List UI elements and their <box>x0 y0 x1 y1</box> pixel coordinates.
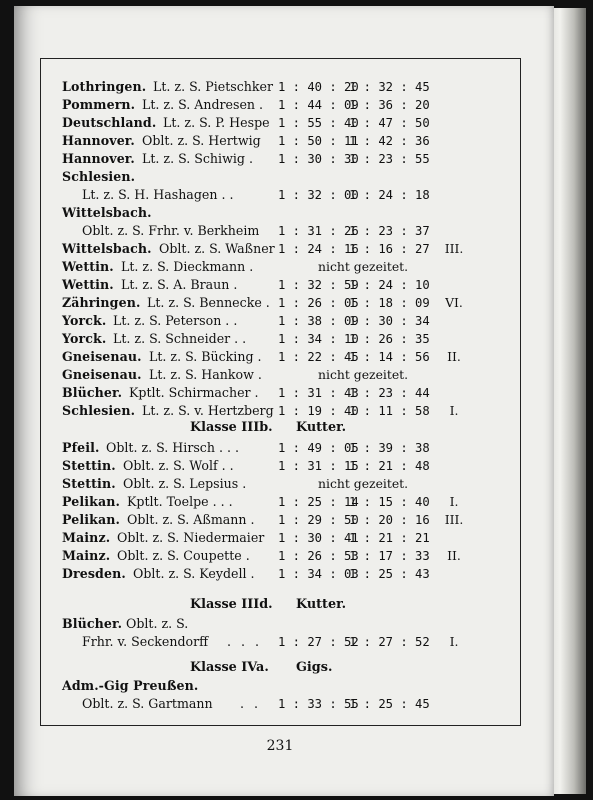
table-row <box>62 475 532 493</box>
time-corrected: 1 : 36 : 20 <box>349 98 430 112</box>
time-corrected: 1 : 26 : 35 <box>349 332 430 346</box>
officer-name: Oblt. z. S. Keydell . <box>133 566 255 581</box>
officer-name: Lt. z. S. A. Braun . <box>121 277 238 292</box>
table-row <box>62 493 532 511</box>
leader-dots: . . . <box>227 634 263 649</box>
officer-name: Oblt. z. S. Frhr. v. Berkheim <box>82 223 260 238</box>
table-row <box>62 547 532 565</box>
time-raw: 1 : 49 : 05 <box>278 441 359 455</box>
time-raw: 1 : 31 : 15 <box>278 459 359 473</box>
section-c-class: Klasse IIId. <box>190 597 273 612</box>
table-row <box>62 633 532 651</box>
table-row <box>62 695 532 713</box>
table-row <box>62 132 532 150</box>
officer-name: Lt. z. S. Schneider . . <box>113 331 247 346</box>
time-corrected: 1 : 42 : 36 <box>349 134 430 148</box>
officer-name: Kptlt. Schirmacher . <box>129 385 259 400</box>
time-raw: 1 : 26 : 05 <box>278 296 359 310</box>
section-d-boat-kind: Gigs. <box>296 660 333 675</box>
officer-name: Oblt. z. S. Niedermaier <box>117 530 265 545</box>
officer-name: Oblt. z. S. Coupette . <box>117 548 250 563</box>
ship-name: Zähringen. <box>62 295 141 310</box>
ship-name: Yorck. <box>62 331 107 346</box>
ship-name: Wittelsbach. <box>62 241 152 256</box>
section-b-boat-kind: Kutter. <box>296 420 347 435</box>
time-corrected: 1 : 17 : 33 <box>349 549 430 563</box>
table-row <box>62 150 532 168</box>
time-raw: 1 : 32 : 59 <box>278 278 359 292</box>
officer-name: Oblt. z. S. Gartmann <box>82 696 213 711</box>
table-row <box>62 168 532 186</box>
placing: III. <box>444 512 464 527</box>
time-corrected: 1 : 24 : 10 <box>349 278 430 292</box>
officer-name: Lt. z. S. P. Hespe <box>163 115 270 130</box>
officer-name: Kptlt. Toelpe . . . <box>127 494 233 509</box>
time-corrected: 1 : 39 : 38 <box>349 441 430 455</box>
placing: II. <box>447 349 461 364</box>
time-corrected: 1 : 11 : 58 <box>349 404 430 418</box>
time-corrected: 1 : 25 : 45 <box>349 697 430 711</box>
time-corrected: 1 : 23 : 37 <box>349 224 430 238</box>
time-raw: 1 : 27 : 52 <box>278 635 359 649</box>
table-row <box>62 511 532 529</box>
ship-name: Mainz. <box>62 548 111 563</box>
ship-name: Blücher. <box>62 385 123 400</box>
time-corrected: 1 : 15 : 40 <box>349 495 430 509</box>
officer-name: Oblt. z. S. Lepsius . <box>123 476 247 491</box>
section-b-heading <box>190 419 490 437</box>
time-corrected: 1 : 16 : 27 <box>349 242 430 256</box>
ship-name: Schlesien. <box>62 403 136 418</box>
ship-name: Schlesien. <box>62 169 136 184</box>
time-raw: 1 : 32 : 00 <box>278 188 359 202</box>
ship-name: Mainz. <box>62 530 111 545</box>
ship-name: Wettin. <box>62 259 114 274</box>
section-c-heading <box>190 596 490 614</box>
ship-name: Adm.-Gig Preußen. <box>62 678 199 693</box>
table-row <box>62 529 532 547</box>
ship-name: Gneisenau. <box>62 367 142 382</box>
officer-name: Lt. z. S. Bennecke . <box>147 295 270 310</box>
section-d-heading <box>190 659 490 677</box>
ship-name: Blücher. <box>62 616 123 631</box>
time-raw: 1 : 22 : 45 <box>278 350 359 364</box>
officer-name: Oblt. z. S. Hirsch . . . <box>106 440 239 455</box>
table-row <box>62 439 532 457</box>
time-corrected: 1 : 23 : 44 <box>349 386 430 400</box>
officer-name: Oblt. z. S. Aßmann . <box>127 512 255 527</box>
time-raw: 1 : 33 : 55 <box>278 697 359 711</box>
leader-dots: . . <box>240 696 262 711</box>
ship-name: Pommern. <box>62 97 136 112</box>
time-raw: 1 : 44 : 09 <box>278 98 359 112</box>
officer-name: Oblt. z. S. Wolf . . <box>123 458 234 473</box>
time-corrected: 1 : 20 : 16 <box>349 513 430 527</box>
timing-note: nicht gezeitet. <box>318 476 409 491</box>
table-row <box>62 186 532 204</box>
table-row <box>62 366 532 384</box>
time-raw: 1 : 50 : 11 <box>278 134 359 148</box>
time-corrected: 1 : 27 : 52 <box>349 635 430 649</box>
time-raw: 1 : 31 : 26 <box>278 224 359 238</box>
time-corrected: 1 : 18 : 09 <box>349 296 430 310</box>
time-raw: 1 : 55 : 40 <box>278 116 359 130</box>
officer-name: Oblt. z. S. <box>126 616 189 631</box>
officer-name: Lt. z. S. Schiwig . <box>142 151 253 166</box>
officer-name: Lt. z. S. Pietschker <box>153 79 274 94</box>
ship-name: Wittelsbach. <box>62 205 152 220</box>
table-row <box>62 204 532 222</box>
time-raw: 1 : 40 : 20 <box>278 80 359 94</box>
table-row <box>62 677 532 695</box>
officer-name: Lt. z. S. Andresen . <box>142 97 264 112</box>
time-raw: 1 : 30 : 30 <box>278 152 359 166</box>
time-corrected: 1 : 24 : 18 <box>349 188 430 202</box>
time-raw: 1 : 24 : 16 <box>278 242 359 256</box>
ship-name: Hannover. <box>62 151 135 166</box>
officer-name: Lt. z. S. Peterson . . <box>113 313 238 328</box>
time-corrected: 1 : 25 : 43 <box>349 567 430 581</box>
table-row <box>62 348 532 366</box>
table-row <box>62 402 532 420</box>
officer-name: Lt. z. S. Hankow . <box>149 367 262 382</box>
table-row <box>62 222 532 240</box>
section-d-class: Klasse IVa. <box>190 660 269 675</box>
ship-name: Gneisenau. <box>62 349 142 364</box>
placing: II. <box>447 548 461 563</box>
officer-name: Lt. z. S. Bücking . <box>149 349 262 364</box>
time-raw: 1 : 29 : 50 <box>278 513 359 527</box>
timing-note: nicht gezeitet. <box>318 367 409 382</box>
officer-name: Frhr. v. Seckendorff <box>82 634 209 649</box>
time-raw: 1 : 34 : 10 <box>278 332 359 346</box>
section-b-class: Klasse IIIb. <box>190 420 273 435</box>
table-row <box>62 78 532 96</box>
time-corrected: 1 : 32 : 45 <box>349 80 430 94</box>
time-corrected: 1 : 14 : 56 <box>349 350 430 364</box>
table-row <box>62 384 532 402</box>
table-row <box>62 312 532 330</box>
table-row <box>62 276 532 294</box>
timing-note: nicht gezeitet. <box>318 259 409 274</box>
ship-name: Hannover. <box>62 133 135 148</box>
placing: I. <box>449 634 459 649</box>
time-corrected: 1 : 21 : 21 <box>349 531 430 545</box>
time-corrected: 1 : 30 : 34 <box>349 314 430 328</box>
placing: VI. <box>445 295 463 310</box>
table-row <box>62 114 532 132</box>
ship-name: Yorck. <box>62 313 107 328</box>
time-corrected: 1 : 47 : 50 <box>349 116 430 130</box>
ship-name: Dresden. <box>62 566 126 581</box>
time-raw: 1 : 31 : 43 <box>278 386 359 400</box>
ship-name: Wettin. <box>62 277 114 292</box>
time-raw: 1 : 25 : 14 <box>278 495 359 509</box>
ship-name: Lothringen. <box>62 79 147 94</box>
ship-name: Stettin. <box>62 476 116 491</box>
time-raw: 1 : 38 : 09 <box>278 314 359 328</box>
table-row <box>62 294 532 312</box>
ship-name: Pelikan. <box>62 512 120 527</box>
section-c-boat-kind: Kutter. <box>296 597 347 612</box>
table-row <box>62 96 532 114</box>
officer-name: Lt. z. S. H. Hashagen . . <box>82 187 234 202</box>
time-raw: 1 : 26 : 53 <box>278 549 359 563</box>
time-corrected: 1 : 23 : 55 <box>349 152 430 166</box>
placing: I. <box>449 403 459 418</box>
time-corrected: 1 : 21 : 48 <box>349 459 430 473</box>
time-raw: 1 : 30 : 41 <box>278 531 359 545</box>
officer-name: Oblt. z. S. Waßner <box>159 241 275 256</box>
ship-name: Stettin. <box>62 458 116 473</box>
table-row <box>62 565 532 583</box>
table-row <box>62 330 532 348</box>
ship-name: Pelikan. <box>62 494 120 509</box>
officer-name: Lt. z. S. Dieckmann . <box>121 259 254 274</box>
ship-name: Pfeil. <box>62 440 100 455</box>
placing: I. <box>449 494 459 509</box>
placing: III. <box>444 241 464 256</box>
ship-name: Deutschland. <box>62 115 157 130</box>
officer-name: Oblt. z. S. Hertwig <box>142 133 261 148</box>
time-raw: 1 : 34 : 03 <box>278 567 359 581</box>
page-number: 231 <box>266 738 294 754</box>
officer-name: Lt. z. S. v. Hertzberg <box>142 403 274 418</box>
time-raw: 1 : 19 : 40 <box>278 404 359 418</box>
table-row <box>62 240 532 258</box>
table-row <box>62 615 532 633</box>
table-row <box>62 457 532 475</box>
table-row <box>62 258 532 276</box>
